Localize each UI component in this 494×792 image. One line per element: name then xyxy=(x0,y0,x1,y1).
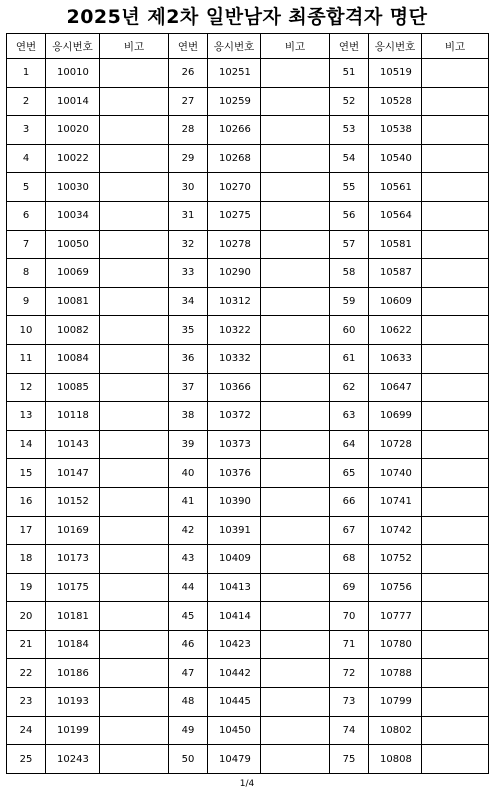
seq-cell: 27 xyxy=(169,87,208,116)
exam-number-cell: 10409 xyxy=(208,545,261,574)
note-cell xyxy=(261,630,330,659)
seq-cell: 37 xyxy=(169,373,208,402)
seq-cell: 26 xyxy=(169,59,208,88)
exam-number-cell: 10373 xyxy=(208,430,261,459)
exam-number-cell: 10082 xyxy=(46,316,100,345)
seq-cell: 23 xyxy=(7,688,46,717)
page-title: 2025년 제2차 일반남자 최종합격자 명단 xyxy=(66,6,428,28)
seq-cell: 9 xyxy=(7,287,46,316)
exam-number-cell: 10445 xyxy=(208,688,261,717)
seq-cell: 44 xyxy=(169,573,208,602)
exam-number-cell: 10741 xyxy=(369,487,422,516)
page-number: 1/4 xyxy=(239,779,255,789)
seq-cell: 66 xyxy=(330,487,369,516)
seq-cell: 22 xyxy=(7,659,46,688)
seq-cell: 15 xyxy=(7,459,46,488)
note-cell xyxy=(422,487,489,516)
exam-number-cell: 10278 xyxy=(208,230,261,259)
note-cell xyxy=(261,573,330,602)
note-cell xyxy=(422,87,489,116)
exam-number-cell: 10699 xyxy=(369,402,422,431)
seq-cell: 40 xyxy=(169,459,208,488)
seq-cell: 2 xyxy=(7,87,46,116)
note-cell xyxy=(100,230,169,259)
exam-number-cell: 10802 xyxy=(369,716,422,745)
table-row xyxy=(7,716,489,745)
table-row xyxy=(7,402,489,431)
exam-number-cell: 10050 xyxy=(46,230,100,259)
note-cell xyxy=(100,545,169,574)
note-cell xyxy=(422,516,489,545)
note-cell xyxy=(261,59,330,88)
exam-number-cell: 10391 xyxy=(208,516,261,545)
note-cell xyxy=(422,716,489,745)
note-cell xyxy=(100,344,169,373)
note-cell xyxy=(100,87,169,116)
note-cell xyxy=(261,201,330,230)
table-row xyxy=(7,173,489,202)
seq-cell: 57 xyxy=(330,230,369,259)
table-row xyxy=(7,230,489,259)
seq-cell: 62 xyxy=(330,373,369,402)
seq-cell: 68 xyxy=(330,545,369,574)
note-cell xyxy=(261,459,330,488)
exam-number-cell: 10740 xyxy=(369,459,422,488)
note-cell xyxy=(422,287,489,316)
note-cell xyxy=(422,116,489,145)
header-seq: 연번 xyxy=(169,34,208,59)
exam-number-cell: 10756 xyxy=(369,573,422,602)
exam-number-cell: 10184 xyxy=(46,630,100,659)
exam-number-cell: 10243 xyxy=(46,745,100,774)
note-cell xyxy=(100,659,169,688)
seq-cell: 35 xyxy=(169,316,208,345)
note-cell xyxy=(261,516,330,545)
table-row xyxy=(7,59,489,88)
note-cell xyxy=(261,116,330,145)
header-seq: 연번 xyxy=(330,34,369,59)
seq-cell: 47 xyxy=(169,659,208,688)
note-cell xyxy=(261,745,330,774)
note-cell xyxy=(261,402,330,431)
exam-number-cell: 10780 xyxy=(369,630,422,659)
exam-number-cell: 10266 xyxy=(208,116,261,145)
table-row xyxy=(7,259,489,288)
note-cell xyxy=(261,716,330,745)
note-cell xyxy=(422,745,489,774)
seq-cell: 31 xyxy=(169,201,208,230)
note-cell xyxy=(261,545,330,574)
exam-number-cell: 10413 xyxy=(208,573,261,602)
exam-number-cell: 10199 xyxy=(46,716,100,745)
note-cell xyxy=(422,373,489,402)
note-cell xyxy=(261,373,330,402)
seq-cell: 33 xyxy=(169,259,208,288)
successful-candidates-table xyxy=(6,33,489,774)
seq-cell: 63 xyxy=(330,402,369,431)
seq-cell: 65 xyxy=(330,459,369,488)
exam-number-cell: 10193 xyxy=(46,688,100,717)
exam-number-cell: 10752 xyxy=(369,545,422,574)
seq-cell: 12 xyxy=(7,373,46,402)
exam-number-cell: 10372 xyxy=(208,402,261,431)
exam-number-cell: 10622 xyxy=(369,316,422,345)
seq-cell: 72 xyxy=(330,659,369,688)
seq-cell: 29 xyxy=(169,144,208,173)
note-cell xyxy=(100,573,169,602)
exam-number-cell: 10069 xyxy=(46,259,100,288)
seq-cell: 55 xyxy=(330,173,369,202)
exam-number-cell: 10540 xyxy=(369,144,422,173)
table-row xyxy=(7,344,489,373)
seq-cell: 21 xyxy=(7,630,46,659)
note-cell xyxy=(261,87,330,116)
note-cell xyxy=(422,545,489,574)
table-row xyxy=(7,545,489,574)
header-exam-number: 응시번호 xyxy=(208,34,261,59)
exam-number-cell: 10376 xyxy=(208,459,261,488)
exam-number-cell: 10581 xyxy=(369,230,422,259)
note-cell xyxy=(261,259,330,288)
exam-number-cell: 10519 xyxy=(369,59,422,88)
note-cell xyxy=(261,602,330,631)
table-row xyxy=(7,573,489,602)
note-cell xyxy=(261,316,330,345)
seq-cell: 20 xyxy=(7,602,46,631)
seq-cell: 24 xyxy=(7,716,46,745)
header-seq: 연번 xyxy=(7,34,46,59)
exam-number-cell: 10414 xyxy=(208,602,261,631)
exam-number-cell: 10808 xyxy=(369,745,422,774)
seq-cell: 74 xyxy=(330,716,369,745)
exam-number-cell: 10143 xyxy=(46,430,100,459)
seq-cell: 13 xyxy=(7,402,46,431)
seq-cell: 14 xyxy=(7,430,46,459)
table-row xyxy=(7,487,489,516)
table-row xyxy=(7,659,489,688)
exam-number-cell: 10147 xyxy=(46,459,100,488)
exam-number-cell: 10268 xyxy=(208,144,261,173)
note-cell xyxy=(100,716,169,745)
exam-number-cell: 10442 xyxy=(208,659,261,688)
note-cell xyxy=(100,459,169,488)
seq-cell: 8 xyxy=(7,259,46,288)
exam-number-cell: 10251 xyxy=(208,59,261,88)
note-cell xyxy=(100,487,169,516)
note-cell xyxy=(261,659,330,688)
seq-cell: 34 xyxy=(169,287,208,316)
table-row xyxy=(7,430,489,459)
note-cell xyxy=(100,745,169,774)
note-cell xyxy=(261,688,330,717)
seq-cell: 67 xyxy=(330,516,369,545)
note-cell xyxy=(100,316,169,345)
seq-cell: 4 xyxy=(7,144,46,173)
exam-number-cell: 10010 xyxy=(46,59,100,88)
table-row xyxy=(7,630,489,659)
exam-number-cell: 10085 xyxy=(46,373,100,402)
exam-number-cell: 10538 xyxy=(369,116,422,145)
seq-cell: 41 xyxy=(169,487,208,516)
seq-cell: 49 xyxy=(169,716,208,745)
seq-cell: 53 xyxy=(330,116,369,145)
note-cell xyxy=(261,287,330,316)
table-row xyxy=(7,373,489,402)
seq-cell: 43 xyxy=(169,545,208,574)
seq-cell: 75 xyxy=(330,745,369,774)
note-cell xyxy=(422,602,489,631)
header-note: 비고 xyxy=(100,34,169,59)
exam-number-cell: 10528 xyxy=(369,87,422,116)
seq-cell: 71 xyxy=(330,630,369,659)
note-cell xyxy=(100,430,169,459)
note-cell xyxy=(422,144,489,173)
table-row xyxy=(7,201,489,230)
seq-cell: 19 xyxy=(7,573,46,602)
note-cell xyxy=(422,201,489,230)
exam-number-cell: 10259 xyxy=(208,87,261,116)
exam-number-cell: 10788 xyxy=(369,659,422,688)
note-cell xyxy=(422,688,489,717)
table-header-row xyxy=(7,34,489,59)
table-row xyxy=(7,602,489,631)
seq-cell: 61 xyxy=(330,344,369,373)
note-cell xyxy=(422,59,489,88)
seq-cell: 11 xyxy=(7,344,46,373)
header-note: 비고 xyxy=(261,34,330,59)
seq-cell: 10 xyxy=(7,316,46,345)
exam-number-cell: 10322 xyxy=(208,316,261,345)
exam-number-cell: 10799 xyxy=(369,688,422,717)
exam-number-cell: 10270 xyxy=(208,173,261,202)
exam-number-cell: 10312 xyxy=(208,287,261,316)
seq-cell: 60 xyxy=(330,316,369,345)
table-row xyxy=(7,144,489,173)
table-row xyxy=(7,316,489,345)
exam-number-cell: 10564 xyxy=(369,201,422,230)
exam-number-cell: 10450 xyxy=(208,716,261,745)
note-cell xyxy=(261,144,330,173)
exam-number-cell: 10479 xyxy=(208,745,261,774)
note-cell xyxy=(100,173,169,202)
table-row xyxy=(7,287,489,316)
seq-cell: 30 xyxy=(169,173,208,202)
table-row xyxy=(7,745,489,774)
exam-number-cell: 10169 xyxy=(46,516,100,545)
seq-cell: 59 xyxy=(330,287,369,316)
seq-cell: 39 xyxy=(169,430,208,459)
table-row xyxy=(7,87,489,116)
seq-cell: 7 xyxy=(7,230,46,259)
exam-number-cell: 10020 xyxy=(46,116,100,145)
exam-number-cell: 10034 xyxy=(46,201,100,230)
exam-number-cell: 10423 xyxy=(208,630,261,659)
exam-number-cell: 10332 xyxy=(208,344,261,373)
exam-number-cell: 10186 xyxy=(46,659,100,688)
note-cell xyxy=(100,144,169,173)
note-cell xyxy=(100,116,169,145)
note-cell xyxy=(422,344,489,373)
note-cell xyxy=(100,402,169,431)
note-cell xyxy=(261,430,330,459)
header-exam-number: 응시번호 xyxy=(46,34,100,59)
exam-number-cell: 10181 xyxy=(46,602,100,631)
seq-cell: 73 xyxy=(330,688,369,717)
note-cell xyxy=(100,59,169,88)
exam-number-cell: 10777 xyxy=(369,602,422,631)
seq-cell: 6 xyxy=(7,201,46,230)
seq-cell: 1 xyxy=(7,59,46,88)
exam-number-cell: 10081 xyxy=(46,287,100,316)
header-note: 비고 xyxy=(422,34,489,59)
note-cell xyxy=(422,316,489,345)
seq-cell: 70 xyxy=(330,602,369,631)
exam-number-cell: 10587 xyxy=(369,259,422,288)
exam-number-cell: 10647 xyxy=(369,373,422,402)
seq-cell: 25 xyxy=(7,745,46,774)
exam-number-cell: 10366 xyxy=(208,373,261,402)
seq-cell: 38 xyxy=(169,402,208,431)
seq-cell: 28 xyxy=(169,116,208,145)
table-row xyxy=(7,516,489,545)
seq-cell: 64 xyxy=(330,430,369,459)
table-row xyxy=(7,459,489,488)
note-cell xyxy=(100,602,169,631)
exam-number-cell: 10152 xyxy=(46,487,100,516)
note-cell xyxy=(100,373,169,402)
seq-cell: 17 xyxy=(7,516,46,545)
exam-number-cell: 10290 xyxy=(208,259,261,288)
exam-number-cell: 10084 xyxy=(46,344,100,373)
seq-cell: 69 xyxy=(330,573,369,602)
seq-cell: 3 xyxy=(7,116,46,145)
note-cell xyxy=(261,173,330,202)
table-body xyxy=(7,59,489,774)
note-cell xyxy=(261,230,330,259)
seq-cell: 18 xyxy=(7,545,46,574)
note-cell xyxy=(100,630,169,659)
exam-number-cell: 10030 xyxy=(46,173,100,202)
exam-number-cell: 10275 xyxy=(208,201,261,230)
note-cell xyxy=(261,344,330,373)
exam-number-cell: 10118 xyxy=(46,402,100,431)
note-cell xyxy=(422,259,489,288)
note-cell xyxy=(422,402,489,431)
note-cell xyxy=(100,259,169,288)
note-cell xyxy=(100,287,169,316)
table-row xyxy=(7,116,489,145)
exam-number-cell: 10561 xyxy=(369,173,422,202)
header-exam-number: 응시번호 xyxy=(369,34,422,59)
seq-cell: 45 xyxy=(169,602,208,631)
seq-cell: 36 xyxy=(169,344,208,373)
seq-cell: 54 xyxy=(330,144,369,173)
note-cell xyxy=(422,630,489,659)
note-cell xyxy=(100,688,169,717)
note-cell xyxy=(422,430,489,459)
exam-number-cell: 10014 xyxy=(46,87,100,116)
note-cell xyxy=(422,573,489,602)
note-cell xyxy=(422,230,489,259)
seq-cell: 48 xyxy=(169,688,208,717)
seq-cell: 51 xyxy=(330,59,369,88)
seq-cell: 16 xyxy=(7,487,46,516)
exam-number-cell: 10742 xyxy=(369,516,422,545)
note-cell xyxy=(100,201,169,230)
seq-cell: 5 xyxy=(7,173,46,202)
seq-cell: 46 xyxy=(169,630,208,659)
exam-number-cell: 10175 xyxy=(46,573,100,602)
exam-number-cell: 10173 xyxy=(46,545,100,574)
table-row xyxy=(7,688,489,717)
note-cell xyxy=(100,516,169,545)
seq-cell: 58 xyxy=(330,259,369,288)
note-cell xyxy=(261,487,330,516)
seq-cell: 56 xyxy=(330,201,369,230)
exam-number-cell: 10609 xyxy=(369,287,422,316)
exam-number-cell: 10728 xyxy=(369,430,422,459)
note-cell xyxy=(422,659,489,688)
note-cell xyxy=(422,459,489,488)
seq-cell: 42 xyxy=(169,516,208,545)
exam-number-cell: 10390 xyxy=(208,487,261,516)
note-cell xyxy=(422,173,489,202)
seq-cell: 52 xyxy=(330,87,369,116)
exam-number-cell: 10633 xyxy=(369,344,422,373)
seq-cell: 50 xyxy=(169,745,208,774)
exam-number-cell: 10022 xyxy=(46,144,100,173)
seq-cell: 32 xyxy=(169,230,208,259)
